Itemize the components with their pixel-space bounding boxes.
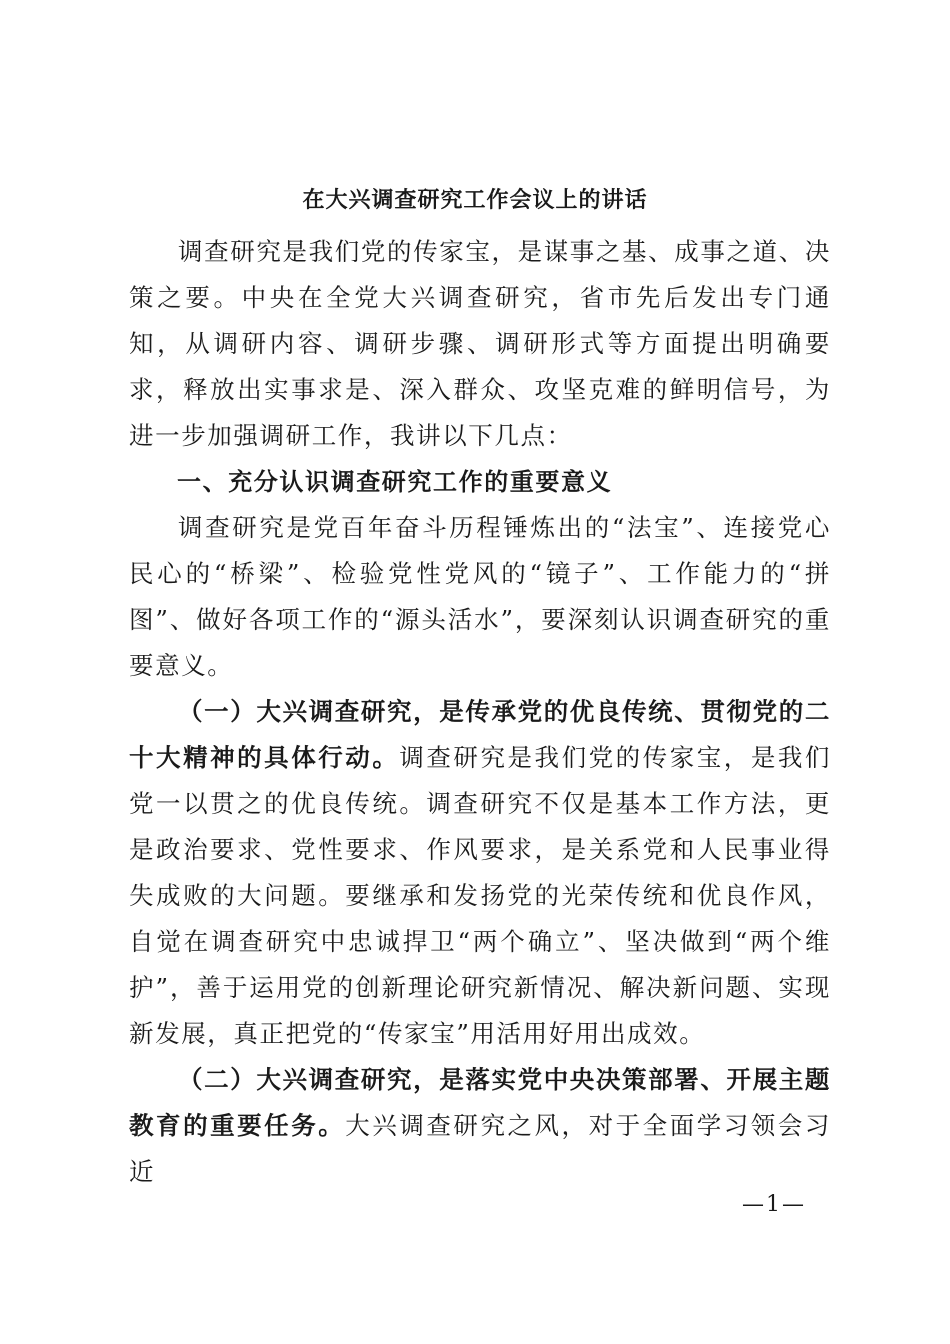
point-1-paragraph [129, 689, 831, 1057]
point-2-body: 大兴调查研究之风，对于全面学习领会习近 [129, 1111, 831, 1186]
document-body [129, 229, 831, 1195]
section1-intro-paragraph: 调查研究是党百年奋斗历程锤炼出的“法宝”、连接党心民心的“桥梁”、检验党性党风的“镜子”、工作能力的“拼图”、做好各项工作的“源头活水”，要深刻认识调查研究的重要意义。 [129, 513, 831, 680]
point-1-lead: （一）大兴调查研究，是传承党的优良传统、贯彻党的二十大精神的具体行动。 [129, 697, 831, 772]
page-number: —1— [742, 1192, 806, 1217]
section-heading-1: 一、充分认识调查研究工作的重要意义 [177, 468, 613, 496]
point-1-body: 调查研究是我们党的传家宝，是我们党一以贯之的优良传统。调查研究不仅是基本工作方法，更是政治要求、党性要求、作风要求，是关系党和人民事业得失成败的大问题。要继承和发扬党的光荣传统和优良作风，自觉在调查研究中忠诚捍卫“两个确立”、坚决做到“两个维护”，善于运用党的创新理论研究新情况、解决新问题、实现新发展，真正把党的“传家宝”用活用好用出成效。 [129, 743, 831, 1048]
point-2-paragraph [129, 1057, 831, 1195]
document-title: 在大兴调查研究工作会议上的讲话 [302, 187, 648, 213]
point-2-lead: （二）大兴调查研究，是落实党中央决策部署、开展主题教育的重要任务。 [129, 1065, 831, 1140]
intro-paragraph: 调查研究是我们党的传家宝，是谋事之基、成事之道、决策之要。中央在全党大兴调查研究，省市先后发出专门通知，从调研内容、调研步骤、调研形式等方面提出明确要求，释放出实事求是、深入群众、攻坚克难的鲜明信号，为进一步加强调研工作，我讲以下几点： [129, 237, 831, 450]
